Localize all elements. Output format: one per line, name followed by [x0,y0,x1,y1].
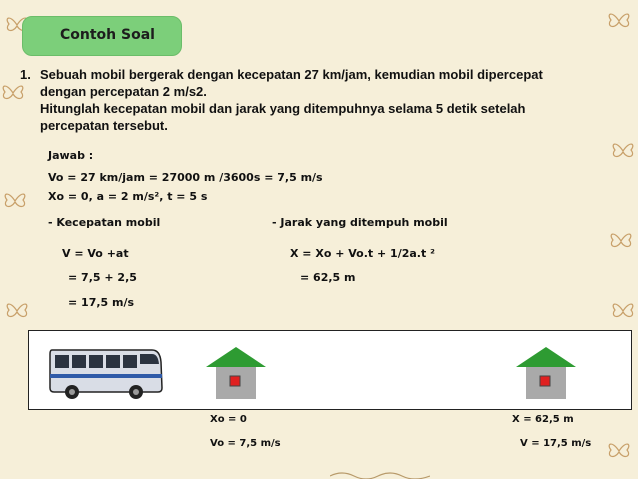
butterfly-decoration-icon [2,190,28,212]
butterfly-decoration-icon [606,440,632,462]
butterfly-decoration-icon [606,10,632,32]
velocity-label: - Kecepatan mobil [48,216,161,229]
butterfly-decoration-icon [608,230,634,252]
bottom-ornament-icon [330,470,430,479]
velocity-step-2: = 17,5 m/s [68,296,135,309]
start-marker-house-icon [204,345,268,401]
distance-label: - Jarak yang ditempuh mobil [272,216,448,229]
question-line-4: percepatan tersebut. [40,118,168,133]
end-marker-house-icon [514,345,578,401]
butterfly-decoration-icon [4,300,30,322]
start-position-label: Xo = 0 [210,414,247,425]
distance-step-1: = 62,5 m [300,271,356,284]
end-position-label: X = 62,5 m [512,414,574,425]
velocity-step-1: = 7,5 + 2,5 [68,271,137,284]
question-line-2: dengan percepatan 2 m/s2. [40,84,207,99]
bus-icon [48,346,164,400]
velocity-formula: V = Vo +at [62,247,129,260]
given-line-2: Xo = 0, a = 2 m/s², t = 5 s [48,190,208,203]
question-number: 1. [20,67,31,82]
question-line-3: Hitunglah kecepatan mobil dan jarak yang ditempuhnya selama 5 detik setelah [40,101,526,116]
butterfly-decoration-icon [610,300,636,322]
question-line-1: Sebuah mobil bergerak dengan kecepatan 27 km/jam, kemudian mobil dipercepat [40,67,543,82]
distance-formula: X = Xo + Vo.t + 1/2a.t ² [290,247,435,260]
answer-heading: Jawab : [48,149,94,162]
butterfly-decoration-icon [610,140,636,162]
butterfly-decoration-icon [0,82,26,104]
page-title: Contoh Soal [60,27,155,43]
start-velocity-label: Vo = 7,5 m/s [210,438,281,449]
end-velocity-label: V = 17,5 m/s [520,438,592,449]
given-line-1: Vo = 27 km/jam = 27000 m /3600s = 7,5 m/s [48,171,323,184]
